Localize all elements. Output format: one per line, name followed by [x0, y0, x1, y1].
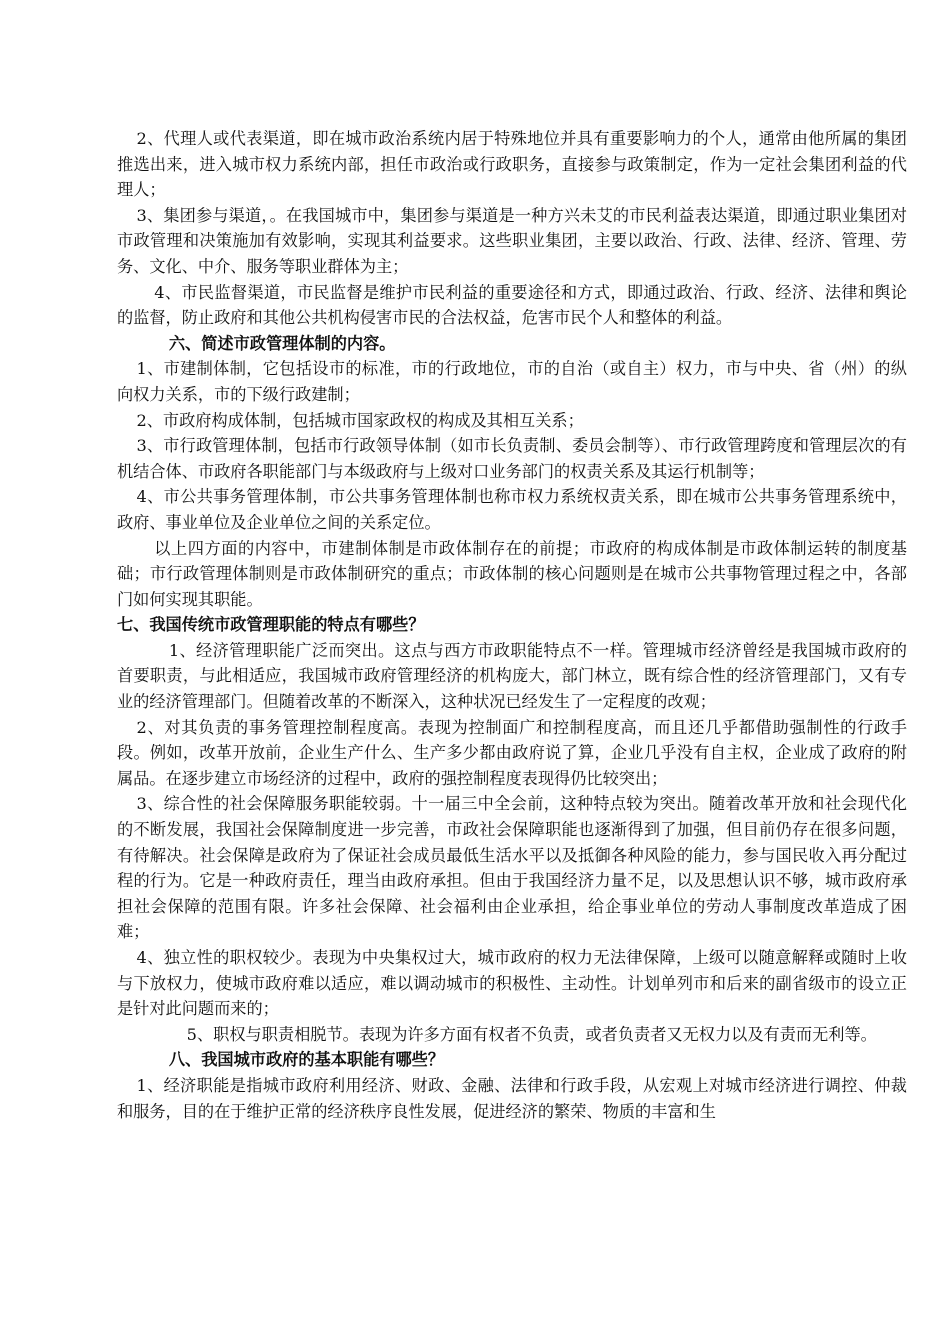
paragraph-6-1: 1、市建制体制，它包括设市的标准，市的行政地位，市的自治（或自主）权力，市与中央、省（州）的纵向权力关系，市的下级行政建制； — [117, 359, 907, 404]
paragraph-6-3: 3、市行政管理体制，包括市行政领导体制（如市长负责制、委员会制等）、市行政管理跨度和管理层次的有机结合体、市政府各职能部门与本级政府与上级对口业务部门的权责关系及其运行机制等； — [117, 436, 907, 481]
paragraph-6-summary: 以上四方面的内容中，市建制体制是市政体制存在的前提；市政府的构成体制是市政体制运转的制度基础；市行政管理体制则是市政体制研究的重点；市政体制的核心问题则是在城市公共事物管理过程之中，各部门如何实现其职能。 — [117, 538, 907, 609]
paragraph-7-2: 2、对其负责的事务管理控制程度高。表现为控制面广和控制程度高，而且还几乎都借助强制性的行政手段。例如，改革开放前，企业生产什么、生产多少都由政府说了算，企业几乎没有自主权，企业成了政府的附属品。在逐步建立市场经济的过程中，政府的强控制程度表现得仍比较突出； — [117, 717, 907, 788]
paragraph-7-4: 4、独立性的职权较少。表现为中央集权过大，城市政府的权力无法律保障，上级可以随意解释或随时上收与下放权力，使城市政府难以适应，难以调动城市的积极性、主动性。计划单列市和后来的副省级市的设立正是针对此问题而来的； — [117, 948, 907, 1019]
paragraph-8-1: 1、经济职能是指城市政府利用经济、财政、金融、法律和行政手段，从宏观上对城市经济进行调控、仲裁和服务，目的在于维护正常的经济秩序良性发展，促进经济的繁荣、物质的丰富和生 — [117, 1075, 907, 1121]
paragraph-6-4: 4、市公共事务管理体制，市公共事务管理体制也称市权力系统权责关系，即在城市公共事务管理系统中，政府、事业单位及企业单位之间的关系定位。 — [117, 487, 907, 532]
paragraph-channel-supervision: 4、市民监督渠道，市民监督是维护市民利益的重要途径和方式，即通过政治、行政、经济、法律和舆论的监督，防止政府和其他公共机构侵害市民的合法权益，危害市民个人和整体的利益。 — [117, 282, 907, 328]
paragraph-6-2: 2、市政府构成体制，包括城市国家政权的构成及其相互关系； — [136, 410, 584, 430]
heading-section-6: 六、简述市政管理体制的内容。 — [168, 333, 396, 353]
paragraph-channel-representative: 2、代理人或代表渠道，即在城市政治系统内居于特殊地位并具有重要影响力的个人，通常由他所属的集团推选出来，进入城市权力系统内部，担任市政治或行政职务，直接参与政策制定，作为一定社会集团利益的代理人； — [117, 129, 907, 200]
paragraph-7-5: 5、职权与职责相脱节。表现为许多方面有权者不负责，或者负责者又无权力以及有责而无利等。 — [186, 1024, 877, 1044]
heading-section-8: 八、我国城市政府的基本职能有哪些？ — [168, 1050, 445, 1070]
document-page — [117, 126, 907, 1124]
paragraph-7-1: 1、经济管理职能广泛而突出。这点与西方市政职能特点不一样。管理城市经济曾经是我国城市政府的首要职责，与此相适应，我国城市政府管理经济的机构庞大，部门林立，既有综合性的经济管理部门，又有专业的经济管理部门。但随着改革的不断深入，这种状况已经发生了一定程度的改观； — [117, 640, 907, 712]
heading-section-7: 七、我国传统市政管理职能的特点有哪些？ — [117, 615, 425, 635]
paragraph-7-3: 3、综合性的社会保障服务职能较弱。十一届三中全会前，这种特点较为突出。随着改革开放和社会现代化的不断发展，我国社会保障制度进一步完善，市政社会保障职能也逐渐得到了加强，但目前仍存在很多问题，有待解决。社会保障是政府为了保证社会成员最低生活水平以及抵御各种风险的能力，参与国民收入再分配过程的行为。它是一种政府责任，理当由政府承担。但由于我国经济力量不足，以及思想认识不够，城市政府承担社会保障的范围有限。许多社会保障、社会福利由企业承担，给企事业单位的劳动人事制度改革造成了困难； — [117, 794, 907, 942]
paragraph-channel-group: 3、集团参与渠道，。在我国城市中，集团参与渠道是一种方兴未艾的市民利益表达渠道，即通过职业集团对市政管理和决策施加有效影响，实现其利益要求。这些职业集团，主要以政治、行政、法律、经济、管理、劳务、文化、中介、服务等职业群体为主； — [117, 205, 907, 276]
